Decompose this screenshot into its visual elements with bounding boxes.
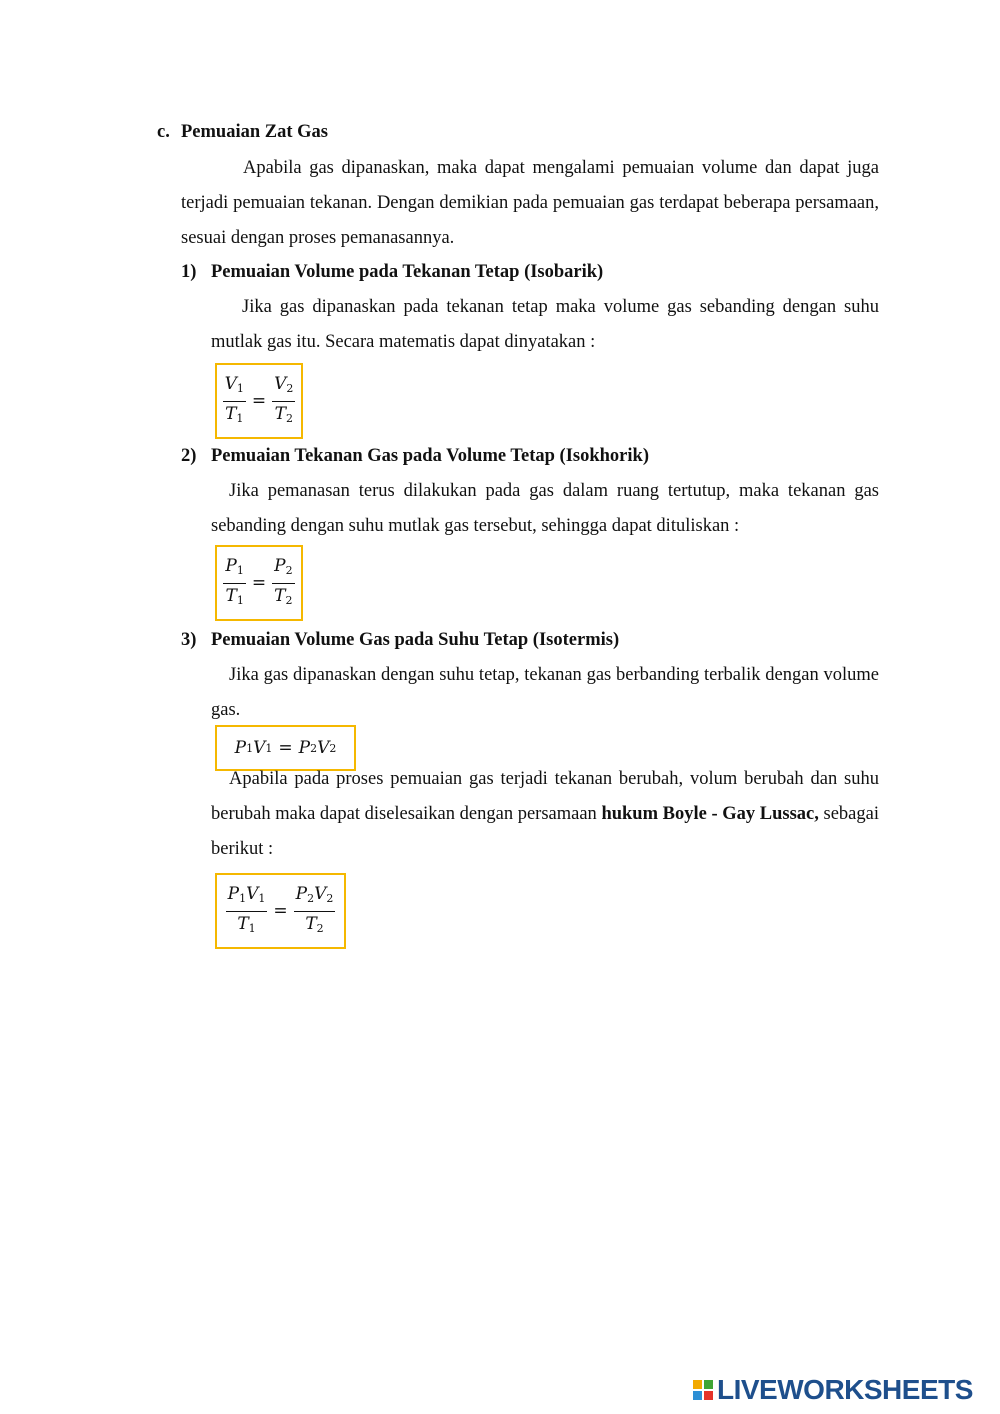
item-1-text: Jika gas dipanaskan pada tekanan tetap maka volume gas sebanding dengan suhu mutlak gas itu. Secara matematis dapat dinyatakan : xyxy=(211,297,879,352)
item-2-text: Jika pemanasan terus dilakukan pada gas dalam ruang tertutup, maka tekanan gas sebanding dengan suhu mutlak gas tersebut, sehingga dapat dituliskan : xyxy=(211,481,879,536)
formula-isothermal: P 1 V 1 = P 2 V 2 xyxy=(215,725,356,771)
logo-text: LIVEWORKSHEETS xyxy=(717,1374,973,1405)
logo-mark-icon xyxy=(693,1380,713,1400)
formula-isobaric: $\frac{V_1}{T_1}$ = $\frac{V_2}{T_2}$ xyxy=(215,363,303,439)
formula-isochoric: $\frac{P_1}{T_1}$ = $\frac{P_2}{T_2}$ xyxy=(215,545,303,621)
item-3-text: Jika gas dipanaskan dengan suhu tetap, tekanan gas berbanding terbalik dengan volume gas. xyxy=(211,665,879,720)
section-marker: c. xyxy=(157,122,170,142)
liveworksheets-logo[interactable] xyxy=(693,1374,988,1406)
item-2-number: 2) xyxy=(181,446,197,466)
section-title: Pemuaian Zat Gas xyxy=(181,122,328,142)
formula-boyle-gay-lussac: $\frac{P_1V_1}{T_1}$ = $\frac{P_2V_2}{T_2}$ xyxy=(215,873,346,949)
item-1-number: 1) xyxy=(181,262,197,282)
item-3-title: Pemuaian Volume Gas pada Suhu Tetap (Isotermis) xyxy=(211,630,620,650)
intro-paragraph: Apabila gas dipanaskan, maka dapat mengalami pemuaian volume dan dapat juga terjadi pemuaian tekanan. Dengan demikian pada pemuaian gas terdapat beberapa persamaan, sesuai dengan proses pemanasannya. xyxy=(181,158,879,248)
boyle-paragraph: Apabila pada proses pemuaian gas terjadi tekanan berubah, volum berubah dan suhu berubah maka dapat diselesaikan dengan persamaan hukum Boyle - Gay Lussac, sebagai berikut : xyxy=(211,769,879,859)
item-2-title: Pemuaian Tekanan Gas pada Volume Tetap (Isokhorik) xyxy=(211,446,649,466)
item-3-number: 3) xyxy=(181,630,197,650)
boyle-law-name: hukum Boyle - Gay Lussac, xyxy=(601,804,819,824)
item-1-title: Pemuaian Volume pada Tekanan Tetap (Isobarik) xyxy=(211,262,604,282)
